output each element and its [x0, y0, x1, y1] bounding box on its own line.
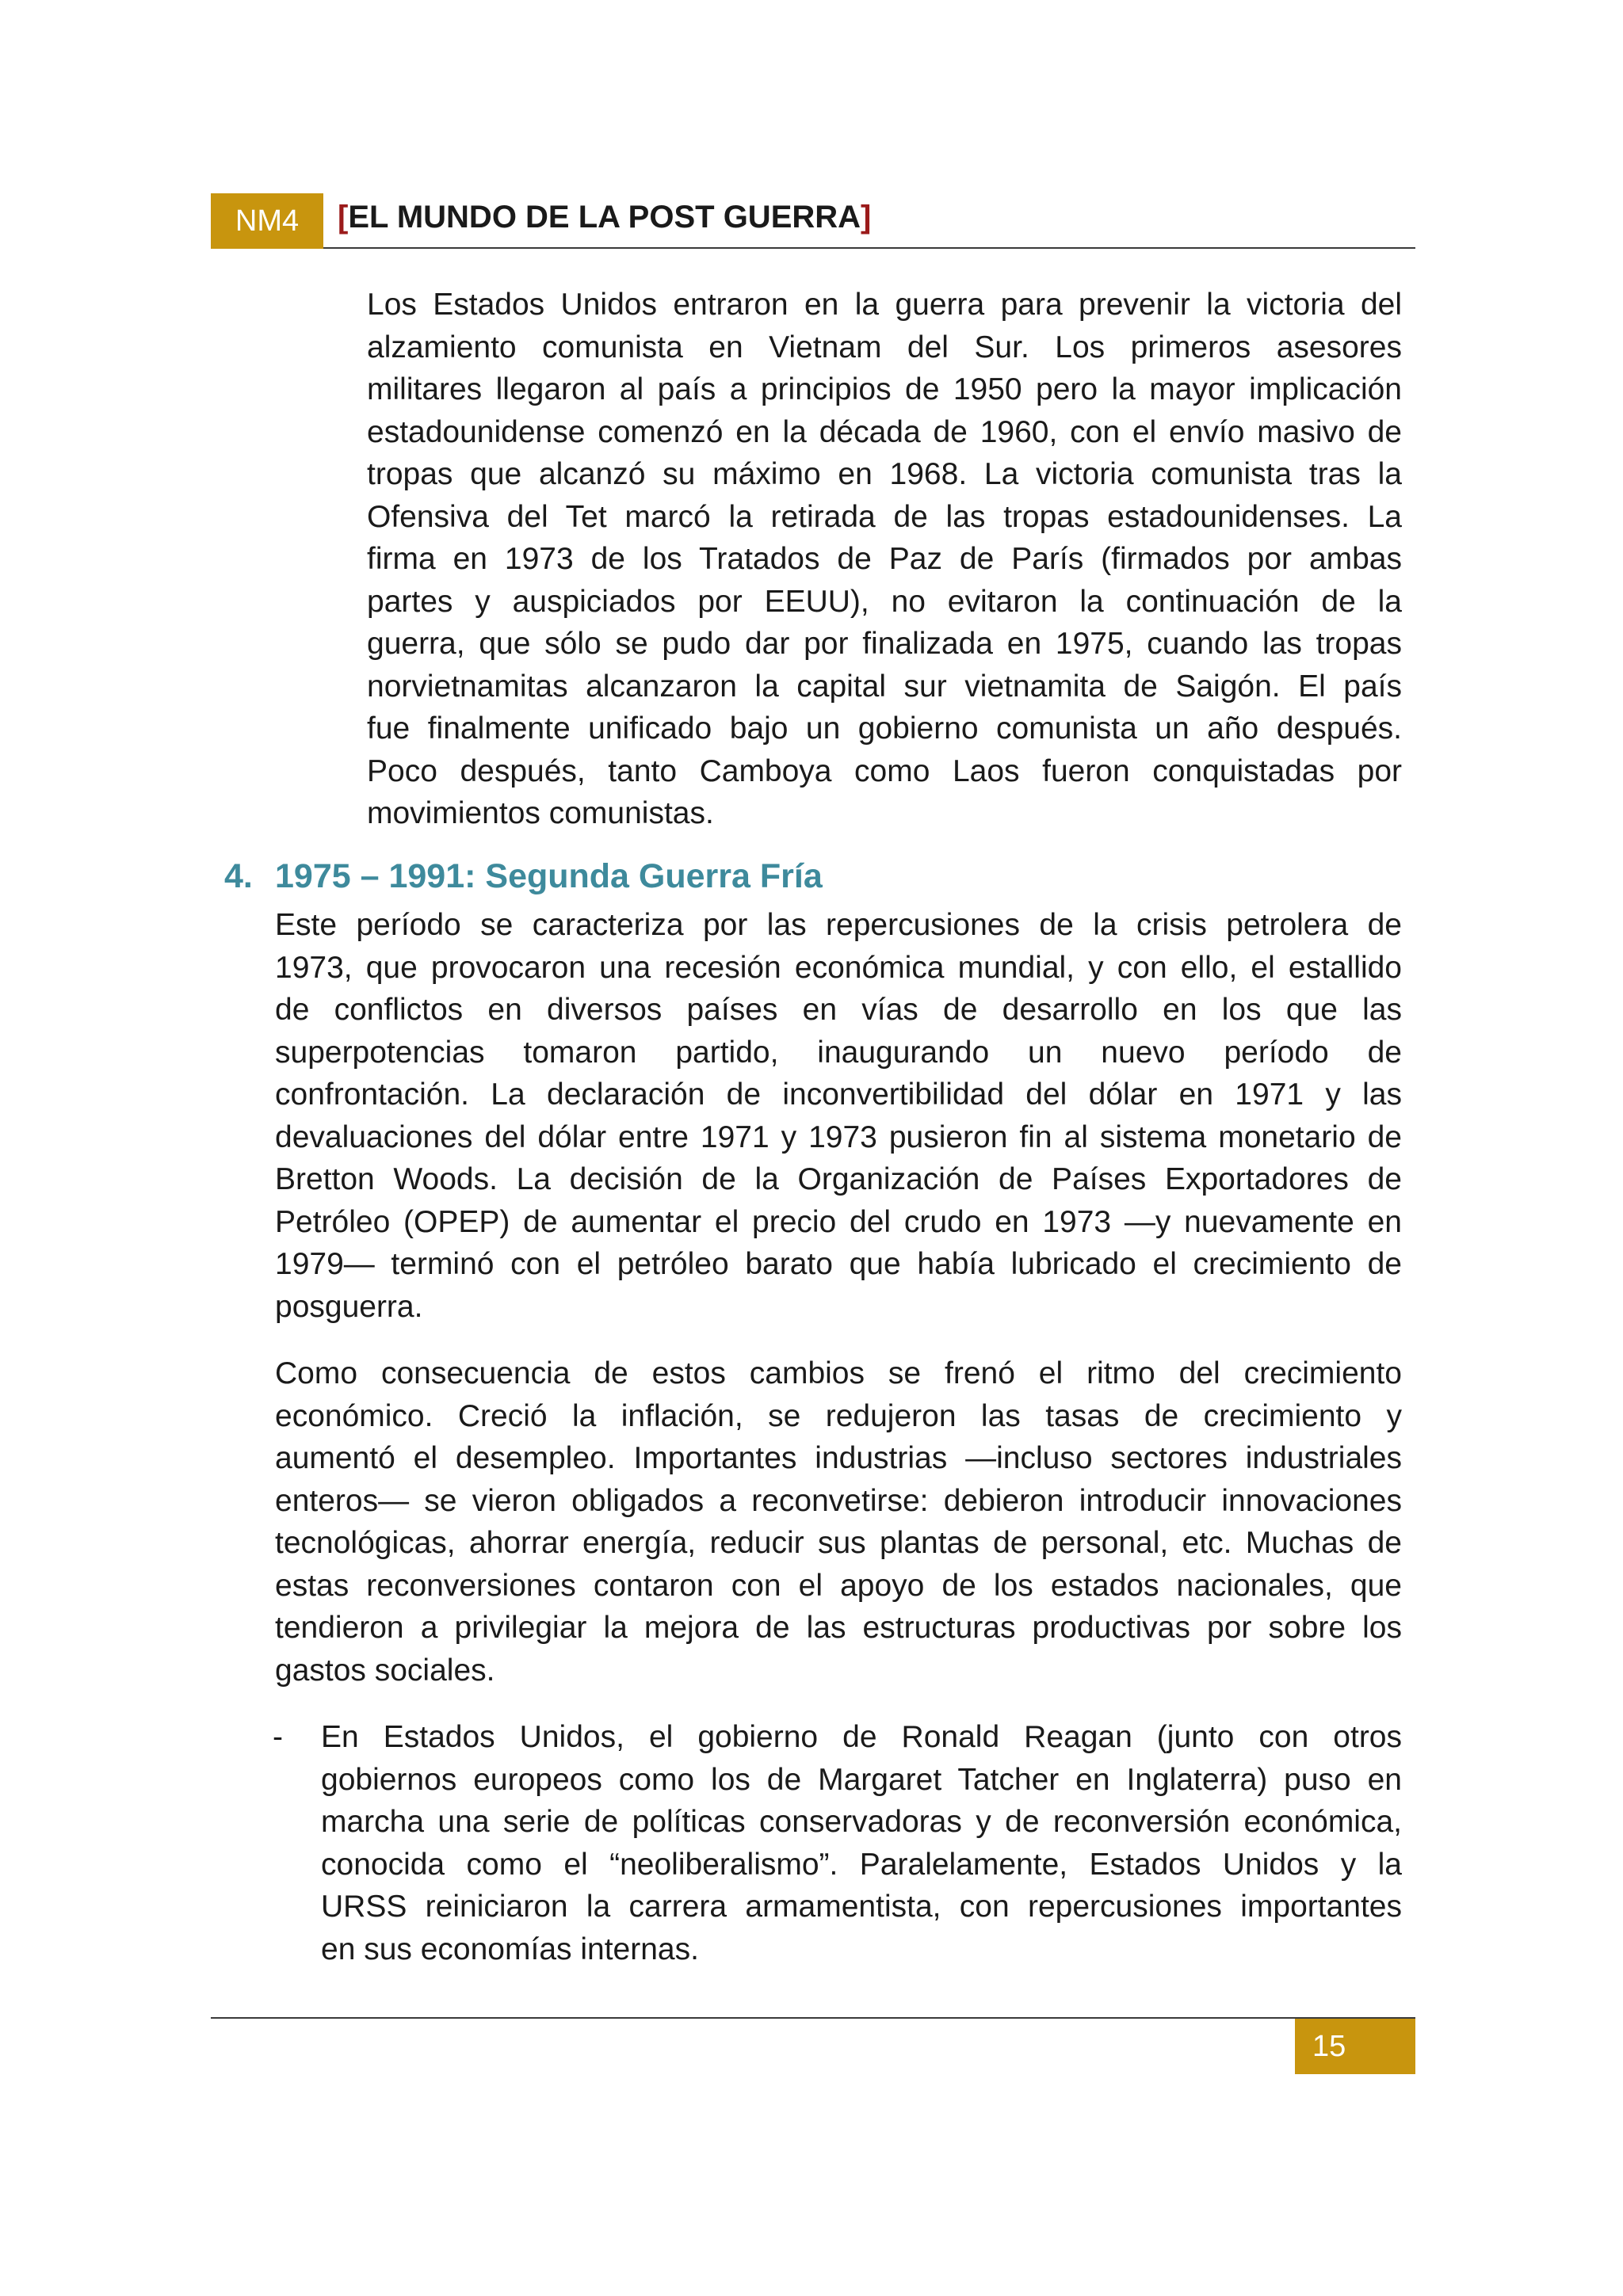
text-line: tropas que alcanzó su máximo en 1968. La victoria comunista tras la: [367, 457, 1402, 491]
bullet-marker: -: [273, 1720, 283, 1754]
text-line: económico. Creció la inflación, se redujeron las tasas de crecimiento y: [275, 1398, 1402, 1433]
section-heading: [224, 857, 823, 896]
text-line: movimientos comunistas.: [367, 796, 714, 830]
text-line: 1979— terminó con el petróleo barato que había lubricado el crecimiento de: [275, 1247, 1402, 1281]
page-number: 15: [1295, 2019, 1415, 2074]
header-rule: [323, 247, 1415, 249]
text-line: posguerra.: [275, 1289, 423, 1324]
header-bracket-close: ]: [861, 200, 872, 235]
text-line: URSS reiniciaron la carrera armamentista, con repercusiones importantes: [321, 1890, 1402, 1924]
text-line: Poco después, tanto Camboya como Laos fueron conquistadas por: [367, 753, 1402, 788]
text-line: partes y auspiciados por EEUU), no evitaron la continuación de la: [367, 584, 1402, 619]
page-header: [211, 193, 1415, 249]
bullet-paragraph: [321, 1716, 1402, 1970]
section-paragraph-1: [275, 904, 1402, 1328]
text-line: Los Estados Unidos entraron en la guerra para prevenir la victoria del: [367, 288, 1402, 322]
text-line: Petróleo (OPEP) de aumentar el precio del crudo en 1973 —y nuevamente en: [275, 1204, 1402, 1239]
text-line: Este período se caracteriza por las repercusiones de la crisis petrolera de: [275, 908, 1402, 942]
text-line: Ofensiva del Tet marcó la retirada de las tropas estadounidenses. La: [367, 499, 1402, 534]
text-line: superpotencias tomaron partido, inaugurando un nuevo período de: [275, 1035, 1402, 1070]
section-number: 4.: [224, 857, 253, 895]
text-line: devaluaciones del dólar entre 1971 y 1973 pusieron fin al sistema monetario de: [275, 1119, 1402, 1154]
text-line: Como consecuencia de estos cambios se frenó el ritmo del crecimiento: [275, 1356, 1402, 1390]
section-title: 1975 – 1991: Segunda Guerra Fría: [275, 857, 823, 895]
course-tag: NM4: [211, 193, 323, 249]
text-line: militares llegaron al país a principios de 1950 pero la mayor implicación: [367, 372, 1402, 406]
intro-paragraph: [367, 284, 1402, 835]
text-line: alzamiento comunista en Vietnam del Sur. Los primeros asesores: [367, 330, 1402, 364]
text-line: tecnológicas, ahorrar energía, reducir sus plantas de personal, etc. Muchas de: [275, 1526, 1402, 1560]
text-line: estadounidense comenzó en la década de 1960, con el envío masivo de: [367, 414, 1402, 449]
text-line: gobiernos europeos como los de Margaret Tatcher en Inglaterra) puso en: [321, 1762, 1402, 1797]
text-line: gastos sociales.: [275, 1653, 495, 1688]
text-line: enteros— se vieron obligados a reconvetirse: debieron introducir innovaciones: [275, 1483, 1402, 1518]
header-title-text: EL MUNDO DE LA POST GUERRA: [348, 200, 861, 235]
text-line: tendieron a privilegiar la mejora de las estructuras productivas por sobre los: [275, 1611, 1402, 1645]
footer-rule: [211, 2017, 1415, 2019]
text-line: de conflictos en diversos países en vías de desarrollo en los que las: [275, 993, 1402, 1027]
text-line: conocida como el “neoliberalismo”. Paralelamente, Estados Unidos y la: [321, 1847, 1402, 1882]
text-line: en sus economías internas.: [321, 1932, 699, 1966]
text-line: aumentó el desempleo. Importantes industrias —incluso sectores industriales: [275, 1441, 1402, 1475]
text-line: confrontación. La declaración de inconvertibilidad del dólar en 1971 y las: [275, 1077, 1402, 1112]
text-line: guerra, que sólo se pudo dar por finalizada en 1975, cuando las tropas: [367, 627, 1402, 661]
header-title: [338, 200, 871, 235]
text-line: fue finalmente unificado bajo un gobierno comunista un año después.: [367, 711, 1402, 746]
section-paragraph-2: [275, 1352, 1402, 1691]
text-line: marcha una serie de políticas conservadoras y de reconversión económica,: [321, 1805, 1402, 1839]
text-line: 1973, que provocaron una recesión económica mundial, y con ello, el estallido: [275, 950, 1402, 985]
text-line: estas reconversiones contaron con el apoyo de los estados nacionales, que: [275, 1568, 1402, 1603]
text-line: En Estados Unidos, el gobierno de Ronald Reagan (junto con otros: [321, 1720, 1402, 1754]
text-line: norvietnamitas alcanzaron la capital sur vietnamita de Saigón. El país: [367, 669, 1402, 704]
text-line: firma en 1973 de los Tratados de Paz de París (firmados por ambas: [367, 542, 1402, 576]
header-bracket-open: [: [338, 200, 349, 235]
text-line: Bretton Woods. La decisión de la Organización de Países Exportadores de: [275, 1162, 1402, 1196]
